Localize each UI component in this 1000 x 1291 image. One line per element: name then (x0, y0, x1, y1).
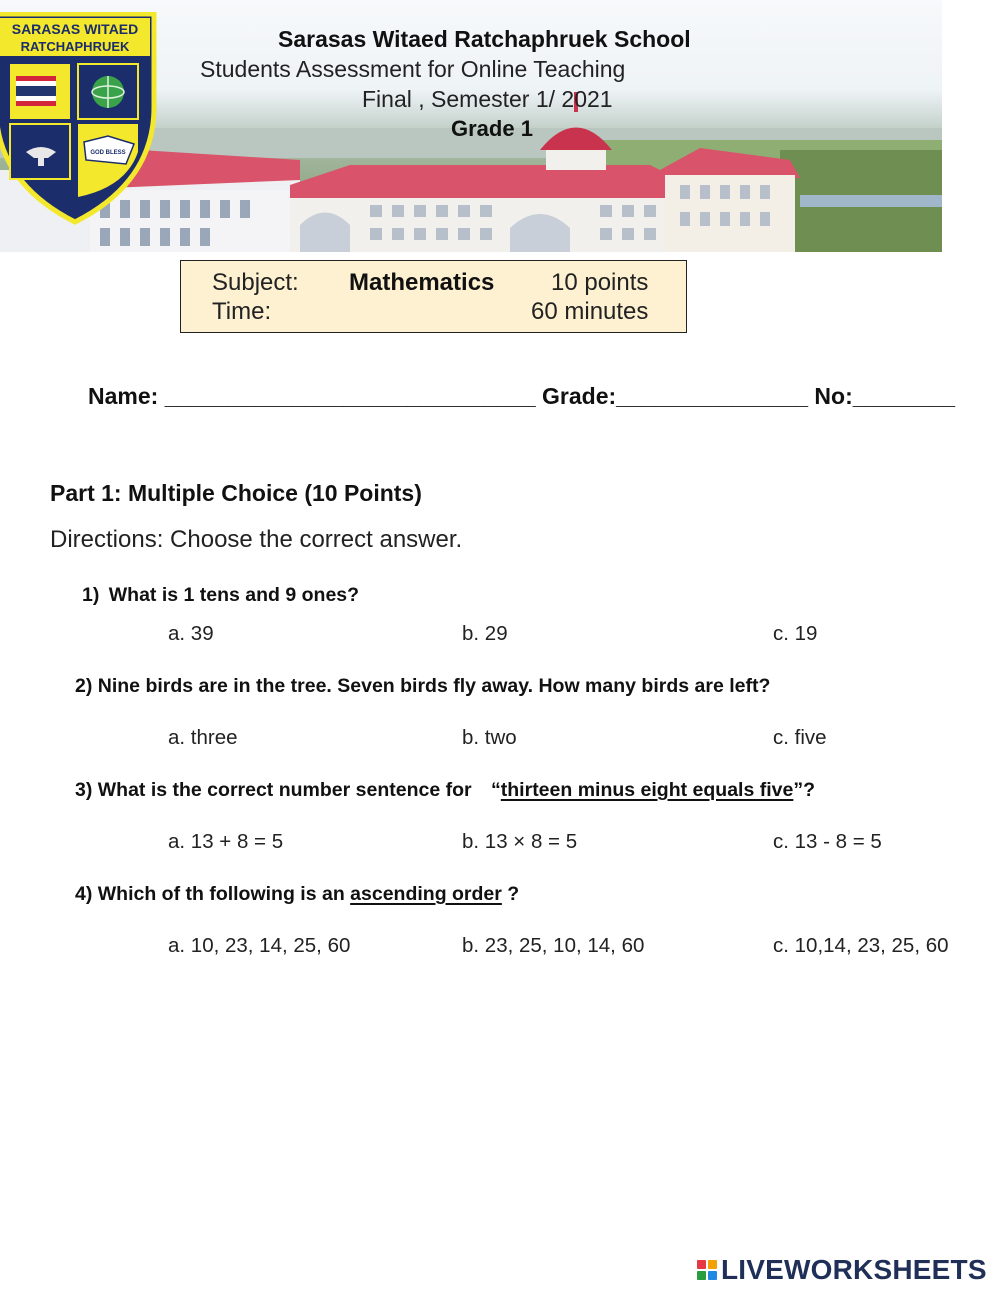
option-c[interactable]: c. 10,14, 23, 25, 60 (773, 934, 949, 957)
time-value: 60 minutes (531, 298, 649, 325)
header-banner (0, 0, 942, 252)
icon-square-red (697, 1260, 706, 1269)
question-3 (75, 779, 815, 802)
question-underlined-phrase: thirteen minus eight equals five (500, 779, 794, 801)
student-info-fields[interactable]: Name: _____________________________ Grade:_______________ No:________ (88, 383, 956, 409)
option-b[interactable]: b. 29 (462, 622, 508, 645)
question-number: 3) (75, 779, 93, 801)
question-number: 2) (75, 675, 93, 697)
points-value: 10 points (551, 269, 649, 296)
grade-heading: Grade 1 (451, 116, 533, 141)
option-a[interactable]: a. 13 + 8 = 5 (168, 830, 284, 853)
option-b[interactable]: b. two (462, 726, 517, 749)
question-underlined-phrase: ascending order (350, 883, 502, 905)
school-crest-logo (0, 12, 158, 234)
option-a[interactable]: a. 10, 23, 14, 25, 60 (168, 934, 351, 957)
icon-square-yellow (708, 1260, 717, 1269)
question-text: Nine birds are in the tree. Seven birds fly away. How many birds are left? (97, 675, 771, 697)
subject-info-box (180, 260, 687, 333)
icon-square-green (697, 1271, 706, 1280)
question-4 (75, 883, 519, 906)
option-c[interactable]: c. 13 - 8 = 5 (773, 830, 882, 853)
directions-text: Directions: Choose the correct answer. (50, 526, 463, 553)
liveworksheets-icon (697, 1260, 717, 1280)
question-number: 4) (75, 883, 93, 905)
subject-label: Subject: (212, 269, 299, 296)
question-text: What is 1 tens and 9 ones? (108, 584, 360, 606)
question-text: What is the correct number sentence for (97, 779, 472, 801)
school-name: Sarasas Witaed Ratchaphruek School (278, 26, 691, 52)
assessment-subtitle: Students Assessment for Online Teaching (200, 56, 626, 82)
question-text-end: ”? (793, 779, 816, 801)
question-2 (75, 675, 770, 698)
subject-value: Mathematics (349, 269, 495, 296)
question-text: Which of th following is an (97, 883, 345, 905)
crest-text-bottom: RATCHAPHRUEK (20, 39, 130, 54)
time-label: Time: (212, 298, 272, 325)
option-c[interactable]: c. 19 (773, 622, 818, 645)
option-b[interactable]: b. 13 × 8 = 5 (462, 830, 578, 853)
crest-book-text: GOD BLESS (90, 150, 126, 156)
option-c[interactable]: c. five (773, 726, 827, 749)
liveworksheets-logo[interactable] (697, 1255, 987, 1285)
part-title: Part 1: Multiple Choice (10 Points) (50, 480, 422, 506)
question-number: 1) (82, 584, 100, 606)
brand-name: LIVEWORKSHEETS (721, 1254, 987, 1285)
icon-square-blue (708, 1271, 717, 1280)
option-a[interactable]: a. 39 (168, 622, 214, 645)
question-1 (82, 584, 359, 607)
semester-label: Final , Semester 1/ 2021 (362, 86, 613, 112)
option-b[interactable]: b. 23, 25, 10, 14, 60 (462, 934, 645, 957)
crest-text-top: SARASAS WITAED (11, 21, 139, 37)
open-quote: “ (491, 779, 501, 801)
option-a[interactable]: a. three (168, 726, 238, 749)
question-text-end: ? (507, 883, 520, 905)
